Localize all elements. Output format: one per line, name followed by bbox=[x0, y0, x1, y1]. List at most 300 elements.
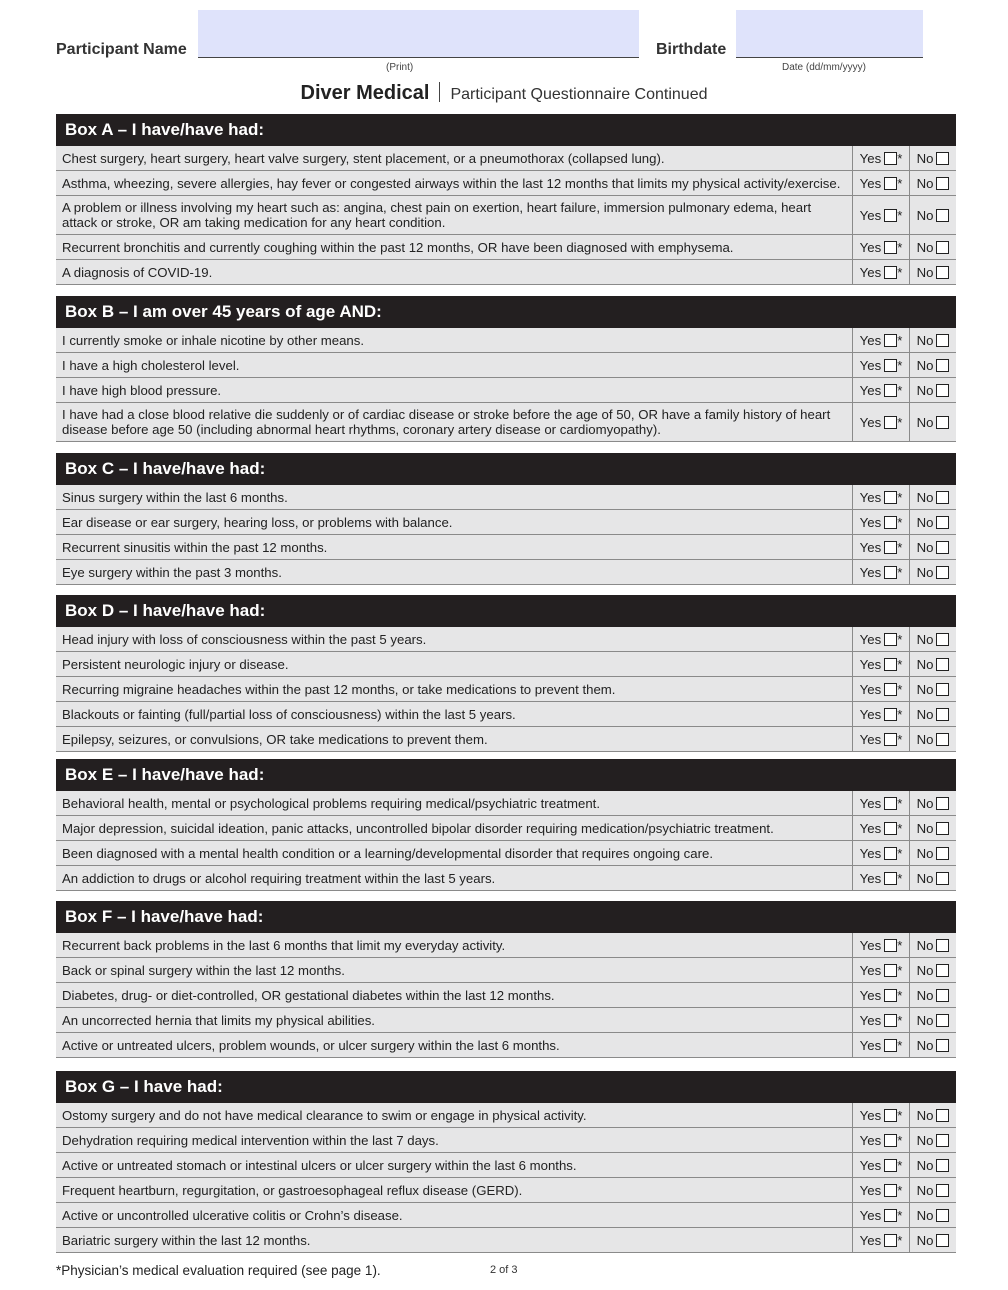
no-checkbox[interactable] bbox=[936, 516, 949, 529]
no-label: No bbox=[916, 175, 934, 191]
question-row bbox=[56, 1008, 956, 1033]
yes-option bbox=[853, 378, 910, 402]
yes-checkbox[interactable] bbox=[884, 822, 897, 835]
participant-name-label: Participant Name bbox=[56, 41, 187, 58]
question-text: Behavioral health, mental or psychological problems requiring medical/psychiatric treatment. bbox=[56, 791, 853, 815]
no-option bbox=[910, 958, 956, 982]
yes-option bbox=[853, 171, 910, 195]
no-checkbox[interactable] bbox=[936, 209, 949, 222]
yes-checkbox[interactable] bbox=[884, 708, 897, 721]
yes-option bbox=[853, 866, 910, 890]
box-c-header: Box C – I have/have had: bbox=[56, 453, 956, 485]
no-checkbox[interactable] bbox=[936, 1134, 949, 1147]
yes-checkbox[interactable] bbox=[884, 989, 897, 1002]
no-option bbox=[910, 485, 956, 509]
yes-option bbox=[853, 983, 910, 1007]
yes-label: Yes bbox=[859, 357, 882, 373]
question-row bbox=[56, 1178, 956, 1203]
yes-option bbox=[853, 1008, 910, 1032]
physician-asterisk: * bbox=[897, 1157, 903, 1173]
no-checkbox[interactable] bbox=[936, 797, 949, 810]
yes-label: Yes bbox=[859, 564, 882, 580]
no-label: No bbox=[916, 539, 934, 555]
question-text: Head injury with loss of consciousness within the past 5 years. bbox=[56, 627, 853, 651]
question-text: Ear disease or ear surgery, hearing loss, or problems with balance. bbox=[56, 510, 853, 534]
yes-option bbox=[853, 560, 910, 584]
no-checkbox[interactable] bbox=[936, 334, 949, 347]
physician-asterisk: * bbox=[897, 1012, 903, 1028]
no-option bbox=[910, 652, 956, 676]
no-checkbox[interactable] bbox=[936, 633, 949, 646]
question-text: Persistent neurologic injury or disease. bbox=[56, 652, 853, 676]
no-label: No bbox=[916, 656, 934, 672]
yes-option bbox=[853, 1228, 910, 1252]
participant-name-sublabel: (Print) bbox=[386, 62, 414, 73]
no-checkbox[interactable] bbox=[936, 384, 949, 397]
yes-option bbox=[853, 933, 910, 957]
question-text: Active or uncontrolled ulcerative colitis or Crohn’s disease. bbox=[56, 1203, 853, 1227]
physician-asterisk: * bbox=[897, 631, 903, 647]
question-text: An uncorrected hernia that limits my physical abilities. bbox=[56, 1008, 853, 1032]
no-checkbox[interactable] bbox=[936, 989, 949, 1002]
question-text: Been diagnosed with a mental health condition or a learning/developmental disorder that requires ongoing care. bbox=[56, 841, 853, 865]
question-row bbox=[56, 171, 956, 196]
question-row bbox=[56, 727, 956, 752]
no-option bbox=[910, 235, 956, 259]
no-label: No bbox=[916, 1132, 934, 1148]
box-e-header: Box E – I have/have had: bbox=[56, 759, 956, 791]
no-checkbox[interactable] bbox=[936, 152, 949, 165]
no-option bbox=[910, 1203, 956, 1227]
no-option bbox=[910, 328, 956, 352]
yes-checkbox[interactable] bbox=[884, 1134, 897, 1147]
physician-asterisk: * bbox=[897, 175, 903, 191]
no-checkbox[interactable] bbox=[936, 1014, 949, 1027]
yes-label: Yes bbox=[859, 414, 882, 430]
question-row bbox=[56, 1128, 956, 1153]
yes-checkbox[interactable] bbox=[884, 1234, 897, 1247]
physician-asterisk: * bbox=[897, 1037, 903, 1053]
no-option bbox=[910, 560, 956, 584]
question-row bbox=[56, 510, 956, 535]
yes-option bbox=[853, 235, 910, 259]
no-checkbox[interactable] bbox=[936, 1184, 949, 1197]
no-checkbox[interactable] bbox=[936, 1109, 949, 1122]
yes-checkbox[interactable] bbox=[884, 633, 897, 646]
yes-option bbox=[853, 1103, 910, 1127]
no-label: No bbox=[916, 937, 934, 953]
yes-checkbox[interactable] bbox=[884, 733, 897, 746]
question-row bbox=[56, 235, 956, 260]
yes-label: Yes bbox=[859, 987, 882, 1003]
no-option bbox=[910, 378, 956, 402]
physician-asterisk: * bbox=[897, 706, 903, 722]
question-row bbox=[56, 933, 956, 958]
yes-label: Yes bbox=[859, 1157, 882, 1173]
question-text: Asthma, wheezing, severe allergies, hay fever or congested airways within the last 12 months that limits my physical activity/exercise. bbox=[56, 171, 853, 195]
question-row bbox=[56, 1103, 956, 1128]
question-row bbox=[56, 791, 956, 816]
no-checkbox[interactable] bbox=[936, 822, 949, 835]
question-text: Active or untreated stomach or intestinal ulcers or ulcer surgery within the last 6 months. bbox=[56, 1153, 853, 1177]
no-checkbox[interactable] bbox=[936, 1234, 949, 1247]
no-checkbox[interactable] bbox=[936, 359, 949, 372]
question-row bbox=[56, 627, 956, 652]
yes-label: Yes bbox=[859, 264, 882, 280]
no-checkbox[interactable] bbox=[936, 658, 949, 671]
title-separator bbox=[439, 82, 440, 102]
yes-option bbox=[853, 535, 910, 559]
yes-option bbox=[853, 1203, 910, 1227]
yes-checkbox[interactable] bbox=[884, 658, 897, 671]
no-checkbox[interactable] bbox=[936, 683, 949, 696]
question-text: A diagnosis of COVID-19. bbox=[56, 260, 853, 284]
yes-checkbox[interactable] bbox=[884, 334, 897, 347]
yes-label: Yes bbox=[859, 845, 882, 861]
no-option bbox=[910, 146, 956, 170]
no-label: No bbox=[916, 820, 934, 836]
no-label: No bbox=[916, 987, 934, 1003]
yes-checkbox[interactable] bbox=[884, 491, 897, 504]
physician-asterisk: * bbox=[897, 1182, 903, 1198]
yes-label: Yes bbox=[859, 514, 882, 530]
yes-checkbox[interactable] bbox=[884, 266, 897, 279]
no-option bbox=[910, 816, 956, 840]
no-label: No bbox=[916, 150, 934, 166]
physician-asterisk: * bbox=[897, 539, 903, 555]
no-option bbox=[910, 1128, 956, 1152]
question-row bbox=[56, 1033, 956, 1058]
yes-option bbox=[853, 816, 910, 840]
yes-checkbox[interactable] bbox=[884, 566, 897, 579]
physician-asterisk: * bbox=[897, 795, 903, 811]
no-label: No bbox=[916, 795, 934, 811]
box-d-header: Box D – I have/have had: bbox=[56, 595, 956, 627]
question-row bbox=[56, 1203, 956, 1228]
yes-checkbox[interactable] bbox=[884, 1109, 897, 1122]
box-b bbox=[56, 296, 956, 442]
physician-asterisk: * bbox=[897, 681, 903, 697]
no-label: No bbox=[916, 1037, 934, 1053]
question-row bbox=[56, 260, 956, 285]
yes-option bbox=[853, 485, 910, 509]
no-option bbox=[910, 791, 956, 815]
yes-option bbox=[853, 403, 910, 441]
no-label: No bbox=[916, 382, 934, 398]
yes-checkbox[interactable] bbox=[884, 964, 897, 977]
yes-label: Yes bbox=[859, 937, 882, 953]
yes-label: Yes bbox=[859, 239, 882, 255]
question-text: I have high blood pressure. bbox=[56, 378, 853, 402]
no-label: No bbox=[916, 706, 934, 722]
yes-checkbox[interactable] bbox=[884, 516, 897, 529]
no-label: No bbox=[916, 845, 934, 861]
yes-label: Yes bbox=[859, 1132, 882, 1148]
box-f bbox=[56, 901, 956, 1058]
no-checkbox[interactable] bbox=[936, 1159, 949, 1172]
yes-checkbox[interactable] bbox=[884, 683, 897, 696]
yes-checkbox[interactable] bbox=[884, 384, 897, 397]
no-checkbox[interactable] bbox=[936, 491, 949, 504]
no-option bbox=[910, 1228, 956, 1252]
yes-option bbox=[853, 510, 910, 534]
no-label: No bbox=[916, 239, 934, 255]
question-row bbox=[56, 353, 956, 378]
physician-asterisk: * bbox=[897, 962, 903, 978]
no-checkbox[interactable] bbox=[936, 266, 949, 279]
no-label: No bbox=[916, 489, 934, 505]
yes-label: Yes bbox=[859, 489, 882, 505]
yes-checkbox[interactable] bbox=[884, 1039, 897, 1052]
no-checkbox[interactable] bbox=[936, 964, 949, 977]
question-text: I have had a close blood relative die suddenly or of cardiac disease or stroke before the age of 50, OR have a family history of heart disease before age 50 (including abnormal heart rhythms, coronary artery disease or cardiomyopathy). bbox=[56, 403, 853, 441]
physician-asterisk: * bbox=[897, 1232, 903, 1248]
participant-name-field[interactable] bbox=[198, 10, 639, 58]
yes-label: Yes bbox=[859, 1182, 882, 1198]
box-e bbox=[56, 759, 956, 891]
yes-option bbox=[853, 328, 910, 352]
yes-checkbox[interactable] bbox=[884, 416, 897, 429]
box-f-header: Box F – I have/have had: bbox=[56, 901, 956, 933]
no-option bbox=[910, 677, 956, 701]
yes-checkbox[interactable] bbox=[884, 1209, 897, 1222]
box-a-header: Box A – I have/have had: bbox=[56, 114, 956, 146]
title-main: Diver Medical bbox=[300, 82, 430, 104]
no-label: No bbox=[916, 1157, 934, 1173]
question-row bbox=[56, 196, 956, 235]
yes-option bbox=[853, 727, 910, 751]
physician-asterisk: * bbox=[897, 656, 903, 672]
yes-checkbox[interactable] bbox=[884, 541, 897, 554]
yes-label: Yes bbox=[859, 795, 882, 811]
yes-checkbox[interactable] bbox=[884, 939, 897, 952]
question-text: Sinus surgery within the last 6 months. bbox=[56, 485, 853, 509]
question-text: Dehydration requiring medical intervention within the last 7 days. bbox=[56, 1128, 853, 1152]
yes-label: Yes bbox=[859, 962, 882, 978]
yes-checkbox[interactable] bbox=[884, 1159, 897, 1172]
no-label: No bbox=[916, 870, 934, 886]
yes-label: Yes bbox=[859, 150, 882, 166]
yes-checkbox[interactable] bbox=[884, 152, 897, 165]
question-text: Back or spinal surgery within the last 12 months. bbox=[56, 958, 853, 982]
yes-checkbox[interactable] bbox=[884, 177, 897, 190]
question-row bbox=[56, 378, 956, 403]
no-label: No bbox=[916, 1232, 934, 1248]
question-text: I currently smoke or inhale nicotine by other means. bbox=[56, 328, 853, 352]
question-text: Recurrent bronchitis and currently coughing within the past 12 months, OR have been diagnosed with emphysema. bbox=[56, 235, 853, 259]
yes-label: Yes bbox=[859, 820, 882, 836]
physician-asterisk: * bbox=[897, 870, 903, 886]
yes-option bbox=[853, 1178, 910, 1202]
yes-option bbox=[853, 196, 910, 234]
question-text: Ostomy surgery and do not have medical clearance to swim or engage in physical activity. bbox=[56, 1103, 853, 1127]
question-row bbox=[56, 560, 956, 585]
question-row bbox=[56, 652, 956, 677]
no-checkbox[interactable] bbox=[936, 1039, 949, 1052]
yes-option bbox=[853, 841, 910, 865]
yes-label: Yes bbox=[859, 1107, 882, 1123]
no-label: No bbox=[916, 962, 934, 978]
yes-label: Yes bbox=[859, 870, 882, 886]
no-checkbox[interactable] bbox=[936, 939, 949, 952]
yes-option bbox=[853, 958, 910, 982]
box-a bbox=[56, 114, 956, 285]
question-text: Recurrent sinusitis within the past 12 months. bbox=[56, 535, 853, 559]
box-c bbox=[56, 453, 956, 585]
no-option bbox=[910, 353, 956, 377]
yes-option bbox=[853, 627, 910, 651]
question-text: Chest surgery, heart surgery, heart valve surgery, stent placement, or a pneumothorax (collapsed lung). bbox=[56, 146, 853, 170]
no-option bbox=[910, 510, 956, 534]
physician-asterisk: * bbox=[897, 207, 903, 223]
physician-asterisk: * bbox=[897, 264, 903, 280]
box-g-header: Box G – I have had: bbox=[56, 1071, 956, 1103]
no-label: No bbox=[916, 564, 934, 580]
yes-label: Yes bbox=[859, 1012, 882, 1028]
no-checkbox[interactable] bbox=[936, 566, 949, 579]
no-checkbox[interactable] bbox=[936, 708, 949, 721]
question-text: Frequent heartburn, regurgitation, or gastroesophageal reflux disease (GERD). bbox=[56, 1178, 853, 1202]
footnote: *Physician’s medical evaluation required (see page 1). bbox=[56, 1263, 381, 1278]
physician-asterisk: * bbox=[897, 150, 903, 166]
question-row bbox=[56, 1228, 956, 1253]
no-label: No bbox=[916, 332, 934, 348]
yes-label: Yes bbox=[859, 539, 882, 555]
yes-option bbox=[853, 1128, 910, 1152]
question-row bbox=[56, 841, 956, 866]
yes-checkbox[interactable] bbox=[884, 1184, 897, 1197]
question-text: I have a high cholesterol level. bbox=[56, 353, 853, 377]
question-text: Epilepsy, seizures, or convulsions, OR take medications to prevent them. bbox=[56, 727, 853, 751]
physician-asterisk: * bbox=[897, 820, 903, 836]
yes-label: Yes bbox=[859, 175, 882, 191]
box-g bbox=[56, 1071, 956, 1253]
physician-asterisk: * bbox=[897, 845, 903, 861]
no-option bbox=[910, 727, 956, 751]
physician-asterisk: * bbox=[897, 731, 903, 747]
question-row bbox=[56, 816, 956, 841]
yes-label: Yes bbox=[859, 631, 882, 647]
no-checkbox[interactable] bbox=[936, 177, 949, 190]
no-label: No bbox=[916, 681, 934, 697]
question-row bbox=[56, 535, 956, 560]
physician-asterisk: * bbox=[897, 514, 903, 530]
yes-option bbox=[853, 353, 910, 377]
yes-checkbox[interactable] bbox=[884, 872, 897, 885]
question-row bbox=[56, 677, 956, 702]
question-text: Diabetes, drug- or diet-controlled, OR gestational diabetes within the last 12 months. bbox=[56, 983, 853, 1007]
yes-checkbox[interactable] bbox=[884, 1014, 897, 1027]
no-option bbox=[910, 1008, 956, 1032]
yes-option bbox=[853, 146, 910, 170]
no-option bbox=[910, 841, 956, 865]
no-option bbox=[910, 983, 956, 1007]
no-option bbox=[910, 1153, 956, 1177]
question-text: Recurrent back problems in the last 6 months that limit my everyday activity. bbox=[56, 933, 853, 957]
no-option bbox=[910, 627, 956, 651]
yes-label: Yes bbox=[859, 656, 882, 672]
no-option bbox=[910, 260, 956, 284]
yes-option bbox=[853, 791, 910, 815]
no-label: No bbox=[916, 1182, 934, 1198]
yes-option bbox=[853, 702, 910, 726]
no-label: No bbox=[916, 414, 934, 430]
question-row bbox=[56, 146, 956, 171]
physician-asterisk: * bbox=[897, 987, 903, 1003]
question-text: Recurring migraine headaches within the past 12 months, or take medications to prevent them. bbox=[56, 677, 853, 701]
physician-asterisk: * bbox=[897, 1107, 903, 1123]
no-checkbox[interactable] bbox=[936, 416, 949, 429]
physician-asterisk: * bbox=[897, 489, 903, 505]
no-label: No bbox=[916, 1012, 934, 1028]
no-option bbox=[910, 702, 956, 726]
question-row bbox=[56, 702, 956, 727]
question-text: Blackouts or fainting (full/partial loss of consciousness) within the last 5 years. bbox=[56, 702, 853, 726]
birthdate-field[interactable] bbox=[736, 10, 923, 58]
birthdate-label: Birthdate bbox=[656, 41, 727, 58]
yes-checkbox[interactable] bbox=[884, 241, 897, 254]
box-d bbox=[56, 595, 956, 752]
yes-label: Yes bbox=[859, 731, 882, 747]
physician-asterisk: * bbox=[897, 332, 903, 348]
yes-checkbox[interactable] bbox=[884, 359, 897, 372]
physician-asterisk: * bbox=[897, 357, 903, 373]
no-label: No bbox=[916, 1207, 934, 1223]
question-row bbox=[56, 866, 956, 891]
no-checkbox[interactable] bbox=[936, 847, 949, 860]
yes-checkbox[interactable] bbox=[884, 797, 897, 810]
yes-label: Yes bbox=[859, 382, 882, 398]
no-option bbox=[910, 171, 956, 195]
question-row bbox=[56, 1153, 956, 1178]
no-checkbox[interactable] bbox=[936, 241, 949, 254]
question-row bbox=[56, 958, 956, 983]
no-checkbox[interactable] bbox=[936, 541, 949, 554]
no-label: No bbox=[916, 731, 934, 747]
no-label: No bbox=[916, 514, 934, 530]
title-sub: Participant Questionnaire Continued bbox=[450, 86, 708, 103]
question-text: Eye surgery within the past 3 months. bbox=[56, 560, 853, 584]
no-checkbox[interactable] bbox=[936, 1209, 949, 1222]
no-label: No bbox=[916, 264, 934, 280]
box-b-header: Box B – I am over 45 years of age AND: bbox=[56, 296, 956, 328]
yes-label: Yes bbox=[859, 706, 882, 722]
yes-checkbox[interactable] bbox=[884, 209, 897, 222]
question-row bbox=[56, 983, 956, 1008]
no-label: No bbox=[916, 207, 934, 223]
no-option bbox=[910, 1178, 956, 1202]
no-label: No bbox=[916, 357, 934, 373]
no-label: No bbox=[916, 631, 934, 647]
yes-label: Yes bbox=[859, 1232, 882, 1248]
question-row bbox=[56, 403, 956, 442]
no-option bbox=[910, 1103, 956, 1127]
question-text: Active or untreated ulcers, problem wounds, or ulcer surgery within the last 6 months. bbox=[56, 1033, 853, 1057]
question-text: A problem or illness involving my heart such as: angina, chest pain on exertion, heart failure, immersion pulmonary edema, heart attack or stroke, OR am taking medication for any heart condition. bbox=[56, 196, 853, 234]
question-text: An addiction to drugs or alcohol requiring treatment within the last 5 years. bbox=[56, 866, 853, 890]
no-checkbox[interactable] bbox=[936, 733, 949, 746]
physician-asterisk: * bbox=[897, 937, 903, 953]
question-text: Bariatric surgery within the last 12 months. bbox=[56, 1228, 853, 1252]
question-row bbox=[56, 485, 956, 510]
yes-label: Yes bbox=[859, 681, 882, 697]
physician-asterisk: * bbox=[897, 1207, 903, 1223]
no-option bbox=[910, 535, 956, 559]
question-row bbox=[56, 328, 956, 353]
yes-option bbox=[853, 1153, 910, 1177]
yes-checkbox[interactable] bbox=[884, 847, 897, 860]
no-checkbox[interactable] bbox=[936, 872, 949, 885]
